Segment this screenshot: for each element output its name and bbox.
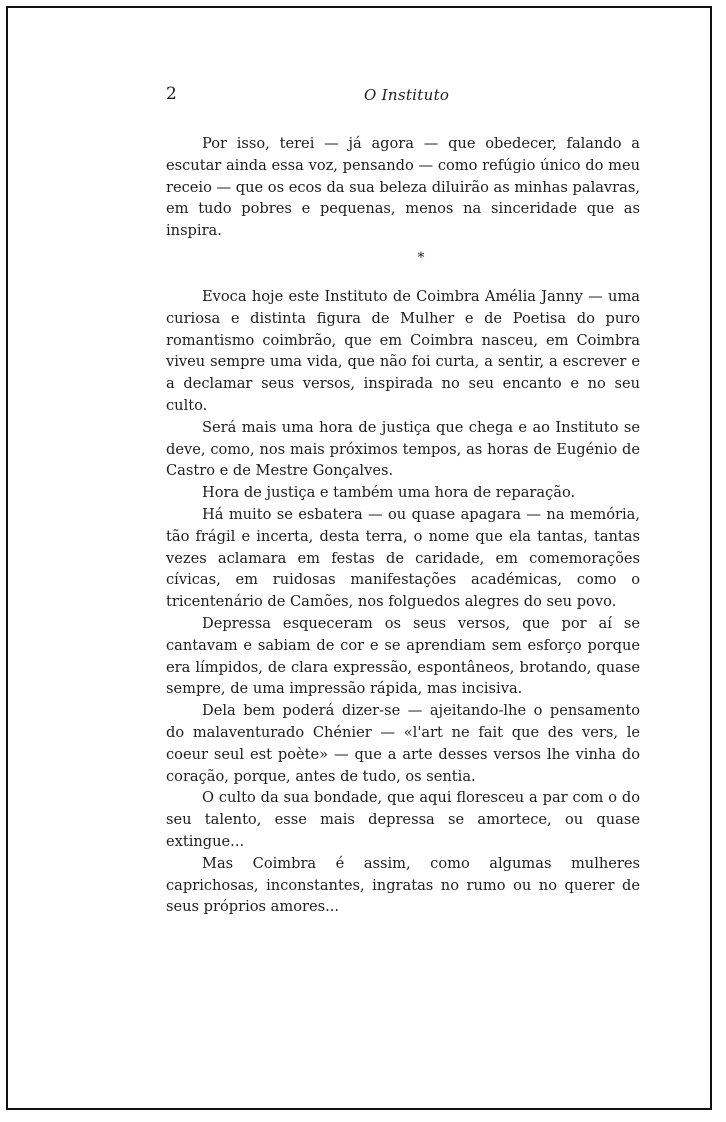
- paragraph: Mas Coimbra é assim, como algumas mulheres caprichosas, inconstantes, ingratas no rumo ou no querer de seus próprios amores...: [166, 854, 640, 916]
- section-separator: *: [417, 249, 425, 266]
- page-number: 2: [166, 84, 177, 104]
- paragraph: Evoca hoje este Instituto de Coimbra Amélia Janny — uma curiosa e distinta figura de Mulher e de Poetisa do puro romantismo coimbrão, que em Coimbra nasceu, em Coimbra viveu sempre uma vida, que não foi curta, a sentir, a escrever e a declamar seus versos, inspirada no seu encanto e no seu culto.: [166, 287, 640, 414]
- paragraph: Depressa esqueceram os seus versos, que por aí se cantavam e sabiam de cor e se aprendiam sem esforço porque era límpidos, de clara expressão, espontâneos, brotando, quase sempre, de uma impressão rápida, mas incisiva.: [166, 614, 640, 698]
- paragraph: Hora de justiça e também uma hora de reparação.: [202, 484, 576, 502]
- body-text: [166, 133, 640, 918]
- running-title: O Instituto: [364, 86, 450, 104]
- paragraph: Será mais uma hora de justiça que chega e ao Instituto se deve, como, nos mais próximos tempos, as horas de Eugénio de Castro e de Mestre Gonçalves.: [166, 418, 640, 480]
- paragraph: Dela bem poderá dizer-se — ajeitando-lhe o pensamento do malaventurado Chénier — «l'art ne fait que des vers, le coeur seul est poète» — que a arte desses versos lhe vinha do coração, porque, antes de tudo, os sentia.: [166, 702, 640, 785]
- paragraph-intro: Por isso, terei — já agora — que obedecer, falando a escutar ainda essa voz, pensando — como refúgio único do meu receio — que os ecos da sua beleza diluirão as minhas palavras, em tudo pobres e pequenas, menos na sinceridade que as inspira.: [166, 135, 640, 240]
- paragraph: Há muito se esbatera — ou quase apagara — na memória, tão frágil e incerta, desta terra, o nome que ela tantas, tantas vezes aclamara em festas de caridade, em comemorações cívicas, em ruidosas manifestações académicas, como o tricentenário de Camões, nos folguedos alegres do seu povo.: [166, 505, 640, 611]
- paragraph: O culto da sua bondade, que aqui floresceu a par com o do seu talento, esse mais depressa se amortece, ou quase extingue...: [166, 789, 640, 850]
